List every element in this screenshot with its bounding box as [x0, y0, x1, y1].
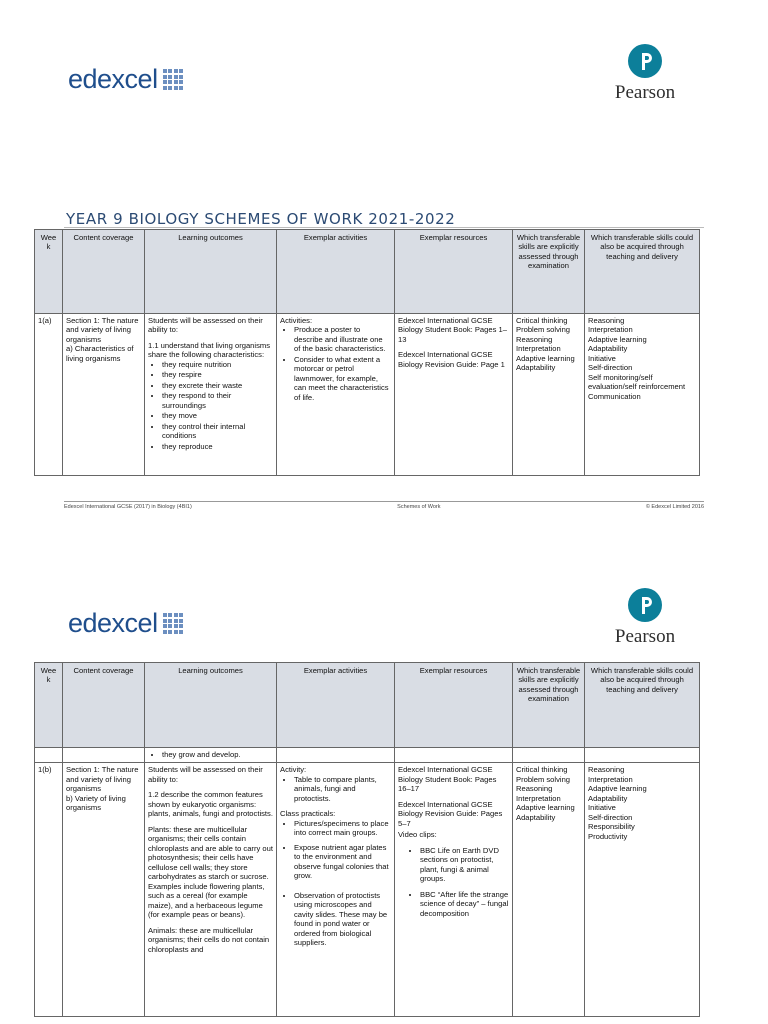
animals-text: Animals: these are multicellular organisms; their cells do not contain chloroplasts and: [148, 925, 270, 954]
footer-right: © Edexcel Limited 2016: [645, 504, 704, 510]
list-item: • Expose nutrient agar plates to the environment and observe fungal colonies that grow.: [294, 843, 391, 881]
scheme-table-page-2: [34, 662, 700, 1017]
skill-item: Communication: [588, 391, 641, 401]
skill-item: Initiative: [588, 803, 616, 813]
page-footer: [64, 504, 704, 510]
resources-cell: [395, 763, 513, 1017]
practicals-label: Class practicals:: [280, 809, 336, 819]
header-content: Content coverage: [63, 230, 145, 314]
content-cell: [63, 763, 145, 1017]
skill-item: Self monitoring/self evaluation/self reinforcement: [588, 372, 686, 392]
header-week: Wee k: [35, 663, 63, 748]
footer-left: Edexcel International GCSE (2017) in Biology (4BI1): [64, 504, 192, 510]
content-subsection: b) Variety of living organisms: [66, 793, 126, 813]
list-item: • Consider to what extent a motorcar or petrol lawnmower, for example, can meet the characteristics of life.: [294, 355, 391, 402]
footer-divider: [64, 501, 704, 502]
list-item: • they grow and develop.: [162, 750, 273, 759]
header-row: [35, 230, 700, 314]
edexcel-wordmark: edexcel: [68, 64, 158, 94]
resource-item: Edexcel International GCSE Biology Revision Guide: Pages 5–7: [398, 799, 503, 828]
activity-label: Activity:: [280, 765, 307, 775]
list-item: • they require nutrition: [162, 360, 273, 369]
video-list: [398, 846, 509, 918]
learning-intro: Students will be assessed on their ability to:: [148, 316, 263, 335]
pearson-p-icon: [628, 44, 662, 78]
resources-cell: [395, 314, 513, 476]
scheme-table-page-1: [34, 229, 700, 476]
learning-outcome: 1.2 describe the common features shown by eukaryotic organisms: plants, animals, fungi and protoctists.: [148, 790, 273, 819]
assessed-cell: [513, 763, 585, 1017]
skill-item: Problem solving: [516, 774, 571, 784]
skill-item: Productivity: [588, 831, 628, 841]
list-item: • Observation of protoctists using microscopes and cavity slides. These may be found in pond water or ordered from biological suppliers.: [294, 891, 391, 948]
header-acquired: Which transferable skills could also be acquired through teaching and delivery: [585, 230, 700, 314]
edexcel-wordmark: edexcel: [68, 608, 158, 638]
skill-item: Reasoning: [516, 784, 553, 794]
edexcel-dots-icon: [163, 69, 184, 90]
list-item: • Pictures/specimens to place into correct main groups.: [294, 819, 391, 838]
header-week: Wee k: [35, 230, 63, 314]
pearson-wordmark: Pearson: [614, 626, 676, 647]
edexcel-logo: [68, 64, 183, 95]
list-item: • Produce a poster to describe and illustrate one of the basic characteristics.: [294, 325, 391, 353]
list-item: • they excrete their waste: [162, 381, 273, 390]
learning-cell: [145, 314, 277, 476]
skill-item: Adaptability: [516, 812, 556, 822]
continuation-row: [35, 748, 700, 763]
header-acquired: Which transferable skills could also be acquired through teaching and delivery: [585, 663, 700, 748]
skill-item: Self-direction: [588, 363, 633, 373]
learning-cell: [145, 763, 277, 1017]
resource-item: Edexcel International GCSE Biology Student Book: Pages 1–13: [398, 316, 507, 344]
header-activities: Exemplar activities: [277, 230, 395, 314]
skill-item: Reasoning: [588, 765, 625, 775]
resource-item: Edexcel International GCSE Biology Revision Guide: Page 1: [398, 350, 505, 369]
resource-item: Edexcel International GCSE Biology Student Book: Pages 16–17: [398, 765, 497, 794]
list-item: • Table to compare plants, animals, fungi and protoctists.: [294, 775, 391, 803]
pearson-logo: [606, 44, 684, 104]
list-item: • BBC “After life the strange science of decay” – fungal decomposition: [420, 890, 509, 918]
skill-item: Self-direction: [588, 812, 633, 822]
acquired-cell: [585, 763, 700, 1017]
activities-cell: [277, 314, 395, 476]
content-subsection: a) Characteristics of living organisms: [66, 344, 134, 363]
skill-item: Critical thinking: [516, 316, 568, 325]
skill-item: Reasoning: [588, 316, 625, 325]
header-learning: Learning outcomes: [145, 663, 277, 748]
edexcel-logo: [68, 608, 183, 639]
list-item: • BBC Life on Earth DVD sections on protoctist, plant, fungi & animal groups.: [420, 846, 509, 884]
header-assessed: Which transferable skills are explicitly assessed through examination: [513, 230, 585, 314]
skill-item: Adaptability: [588, 793, 628, 803]
continuation-cell: [145, 748, 277, 763]
skill-item: Responsibility: [588, 822, 635, 832]
header-assessed: Which transferable skills are explicitly assessed through examination: [513, 663, 585, 748]
table-row: [35, 314, 700, 476]
header-content: Content coverage: [63, 663, 145, 748]
content-cell: [63, 314, 145, 476]
activity-list: [280, 775, 391, 803]
practicals-list: [280, 819, 391, 948]
pearson-logo: [606, 588, 684, 648]
header-row: [35, 663, 700, 748]
skill-item: Interpretation: [516, 793, 561, 803]
week-cell: 1(b): [35, 763, 63, 1017]
list-item: • they respire: [162, 370, 273, 379]
skill-item: Initiative: [588, 353, 616, 363]
week-cell: 1(a): [35, 314, 63, 476]
content-section: Section 1: The nature and variety of living organisms: [66, 765, 139, 794]
acquired-cell: [585, 314, 700, 476]
skill-item: Adaptability: [516, 363, 556, 373]
assessed-cell: [513, 314, 585, 476]
edexcel-dots-icon: [163, 613, 184, 634]
header-learning: Learning outcomes: [145, 230, 277, 314]
header-activities: Exemplar activities: [277, 663, 395, 748]
header-resources: Exemplar resources: [395, 663, 513, 748]
footer-center: Schemes of Work: [397, 504, 441, 510]
skill-item: Problem solving: [516, 325, 571, 335]
list-item: • they respond to their surroundings: [162, 391, 273, 410]
activities-cell: [277, 763, 395, 1017]
skill-item: Adaptive learning: [588, 334, 647, 344]
pearson-wordmark: Pearson: [614, 82, 676, 103]
learning-outcome: 1.1 understand that living organisms share the following characteristics:: [148, 340, 270, 360]
video-label: Video clips:: [398, 830, 437, 840]
page-title: YEAR 9 BIOLOGY SCHEMES OF WORK 2021-2022: [66, 210, 456, 228]
skill-item: Interpretation: [588, 325, 633, 335]
table-row: [35, 763, 700, 1017]
title-divider: [64, 227, 704, 228]
activities-list: [280, 325, 391, 402]
skill-item: Adaptive learning: [516, 803, 575, 813]
skill-item: Adaptability: [588, 344, 628, 354]
content-section: Section 1: The nature and variety of living organisms: [66, 316, 139, 344]
skill-item: Adaptive learning: [516, 353, 575, 363]
pearson-p-icon: [628, 588, 662, 622]
learning-list: [148, 360, 273, 451]
plants-text: Plants: these are multicellular organisms; their cells contain chloroplasts and are able to carry out photosynthesis; their cells have cellulose cell walls; they store carbohydrates as starch or sucrose. Examples include flowering plants, such as a cereal (for example maize), and a herbaceous legume (for example peas or beans).: [148, 824, 273, 920]
list-item: • they control their internal conditions: [162, 422, 273, 441]
list-item: • they reproduce: [162, 442, 273, 451]
learning-intro: Students will be assessed on their ability to:: [148, 765, 263, 784]
skill-item: Interpretation: [516, 344, 561, 354]
list-item: • they move: [162, 411, 273, 420]
header-resources: Exemplar resources: [395, 230, 513, 314]
activities-label: Activities:: [280, 316, 313, 325]
skill-item: Adaptive learning: [588, 784, 647, 794]
skill-item: Critical thinking: [516, 765, 568, 775]
skill-item: Interpretation: [588, 774, 633, 784]
skill-item: Reasoning: [516, 334, 553, 344]
